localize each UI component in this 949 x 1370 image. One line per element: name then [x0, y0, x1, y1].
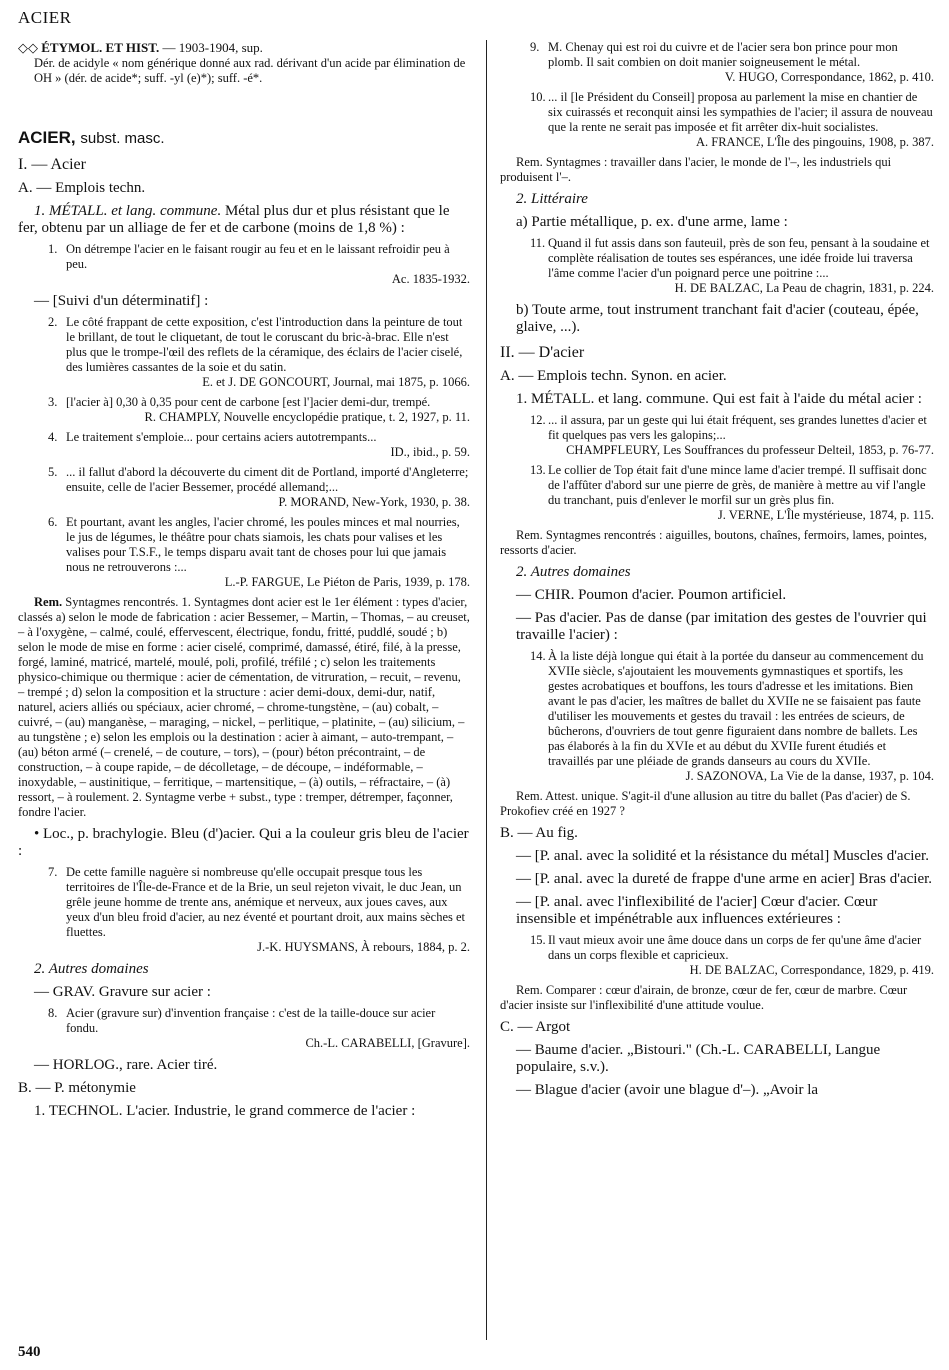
etymology-text: Dér. de acidyle « nom générique donné aux rad. dérivant d'un acide par élimination de OH » (dér. de acide*; suff. -yl (e)*); suff. -é*. — [34, 56, 466, 85]
fig-line-2: — [P. anal. avec la dureté de frappe d'une arme en acier] Bras d'acier. — [516, 871, 933, 887]
sense-b: b) Toute arme, tout instrument tranchant fait d'acier (couteau, épée, glaive, ...). — [516, 302, 919, 335]
example-1: 1. On détrempe l'acier en le faisant rougir au feu et en le laissant refroidir peu à peu. Ac. 1835-1932. — [48, 242, 470, 286]
section-II: II. — D'acier — [500, 344, 585, 361]
left-column — [18, 40, 470, 1120]
remark-4: Rem. Attest. unique. S'agit-il d'une allusion au titre du ballet (Pas d'acier) de S. Prokofiev créé en 1927 ? — [500, 789, 911, 818]
horlog-line: — HORLOG., rare. Acier tiré. — [34, 1057, 218, 1073]
example-3: 3. [l'acier à] 0,30 à 0,35 pour cent de carbone [est l']acier demi-dur, trempé. R. CHAMPLY, Nouvelle encyclopédie pratique, t. 2, 1927, p. 11. — [48, 395, 470, 424]
example-7: 7. De cette famille naguère si nombreuse qu'elle occupait presque tous les territoires de l'Île-de-France et de la Brie, un seul rejeton vivait, le duc Jean, un grêle jeune homme de trente ans, anémique et nerveux, aux joues caves, aux yeux d'un bleu froid d'acier, au nez éventé et pourtant droit, aux mains sèches et fluettes. J.-K. HUYSMANS, À rebours, 1884, p. 2. — [48, 865, 470, 954]
autres-domaines-II: 2. Autres domaines — [516, 564, 631, 580]
example-10: 10. ... il [le Président du Conseil] proposa au parlement la mise en chantier de six cuirassés et reconquit ainsi les sympathies de l'acier; il assura de nouveau que la rente ne serait pas imposée et fit arrêter dix-huit socialistes. A. FRANCE, L'Île des pingouins, 1908, p. 387. — [530, 90, 934, 149]
example-4: 4. Le traitement s'emploie... pour certains aciers autotrempants... ID., ibid., p. 59. — [48, 430, 470, 459]
example-2: 2. Le côté frappant de cette exposition, c'est l'introduction dans la peinture de tout le brillant, de tout le cliquetant, de tout le coruscant du bric-à-brac. Elle n'est plus que le trompe-l'œil des reflets de la céramique, des éclairs de l'acier ciselé, des lumières cassantes de la soie et du satin. E. et J. DE GONCOURT, Journal, mai 1875, p. 1066. — [48, 315, 470, 389]
example-9: 9. M. Chenay qui est roi du cuivre et de l'acier sera bon prince pour mon plomb. Il sait combien on doit manier soigneusement le métal. V. HUGO, Correspondance, 1862, p. 410. — [530, 40, 934, 84]
fig-line-3: — [P. anal. avec l'inflexibilité de l'acier] Cœur d'acier. Cœur insensible et impénétrable aux influences extérieures : — [516, 894, 878, 927]
section-I: I. — Acier — [18, 156, 86, 173]
section-II-B: B. — Au fig. — [500, 825, 578, 841]
example-5: 5. ... il fallut d'abord la découverte du ciment dit de Portland, importé d'Angleterre; ensuite, celle de l'acier Bessemer, procédé allemand;... P. MORAND, New-York, 1930, p. 38. — [48, 465, 470, 509]
sense-a: a) Partie métallique, p. ex. d'une arme, lame : — [516, 214, 788, 230]
remark-5: Rem. Comparer : cœur d'airain, de bronze, cœur de fer, cœur de marbre. Cœur d'acier insiste sur l'inflexibilité d'une attitude voulue. — [500, 983, 908, 1012]
example-15: 15. Il vaut mieux avoir une âme douce dans un corps de fer qu'une âme d'acier dans un corps flexible et capricieux. H. DE BALZAC, Correspondance, 1829, p. 419. — [530, 933, 934, 977]
section-I-B: B. — P. métonymie — [18, 1080, 136, 1096]
example-14: 14. À la liste déjà longue qui était à la portée du danseur au commencement du XVIIe siècle, s'ajoutaient les mouvements gymnastiques et sportifs, les gestes acrobatiques et bouffons, les tours d'adresse et les imitations. Bien avant le pas d'acier, les maîtres de ballet du XVIIe ne se faisaient pas faute d'utiliser les mouvements et gestes du travail : les entrées de scieurs, de bûcherons, d'ouvriers de tout genre figuraient dans nombre de ballets. Les pas élaborés à la fin du XVIe et au début du XVIIe furent étudiés et travaillés par une pléiade de grands danseurs au cours du XVIIe. J. SAZONOVA, La Vie de la danse, 1937, p. 104. — [530, 649, 934, 783]
grav-line: — GRAV. Gravure sur acier : — [34, 984, 211, 1000]
blague-line: — Blague d'acier (avoir une blague d'–). „Avoir la — [516, 1082, 819, 1098]
example-13: 13. Le collier de Top était fait d'une mince lame d'acier trempé. Il suffisait donc de l'affûter d'abord sur une pierre de grès, de manière à mettre au vif l'angle du tranchant, puis d'enlever le morfil sur un grès plus fin. J. VERNE, L'Île mystérieuse, 1874, p. 115. — [530, 463, 934, 522]
litteraire-label: 2. Littéraire — [516, 191, 588, 207]
remark-3: Rem. Syntagmes rencontrés : aiguilles, boutons, chaînes, fermoirs, lames, pointes, ressorts d'acier. — [500, 528, 928, 557]
example-12: 12. ... il assura, par un geste qui lui était fréquent, ses grandes lunettes d'acier et fit quelques pas vers les galopins;... CHAMPFLEURY, Les Souffrances du professeur Delteil, 1853, p. 76-77. — [530, 413, 934, 457]
right-column — [500, 40, 934, 1099]
baume-line: — Baume d'acier. „Bistouri." (Ch.-L. CARABELLI, Langue populaire, s.v.). — [516, 1042, 881, 1075]
sense-1-metall: 1. MÉTALL. et lang. commune. Métal plus dur et plus résistant que le fer, obtenu par un alliage de fer et de carbone (moins de 1,8 %) : — [18, 203, 450, 236]
sense-II-1: 1. MÉTALL. et lang. commune. Qui est fait à l'aide du métal acier : — [516, 391, 922, 407]
page-number: 540 — [18, 1344, 41, 1360]
example-8: 8. Acier (gravure sur) d'invention française : c'est de la taille-douce sur acier fondu. Ch.-L. CARABELLI, [Gravure]. — [48, 1006, 470, 1050]
example-6: 6. Et pourtant, avant les angles, l'acier chromé, les poules minces et mal nourries, le jus de légumes, le théâtre pour chats siamois, les chats pour valises et les valises pour T.S.F., le temps disparu avait tant de choses pour lui que jamais nous ne retrouverons :... L.-P. FARGUE, Le Piéton de Paris, 1939, p. 178. — [48, 515, 470, 589]
running-head: ACIER — [18, 8, 72, 27]
remark-syntagmes: Rem. Syntagmes rencontrés. 1. Syntagmes dont acier est le 1er élément : types d'acier, classés a) selon le mode de fabrication : acier Bessemer, – Martin, – Thomas, – au creuset, – à l'oxygène, – calmé, coulé, effervescent, électrique, fondu, fritté, puddlé, soudé ; b) selon le mode de mise en forme : acier ciselé, comprimé, damassé, étiré, filé, à la presse, forgé, laminé, matricé, martelé, moulé, poli, profilé, tréfilé ; c) selon les traitements physico-chimique ou thermique : acier de cémentation, de vitruration, – recuit, – revenu, – trempé ; d) selon la composition et la structure : acier demi-doux, demi-dur, natif, naturel, aciers alliés ou spéciaux, acier chromé, – chrome-tungstène, – (au) cobalt, – cuivré, – (au) manganèse, – maraging, – nickel, – perlitique, – platinite, – (au) silicium, – au tungstène ; e) selon les emplois ou la destination : acier à aimant, – auto-trempant, – (au) béton armé (– crenelé, – de couture, – tors), – (pour) béton précontraint, – de construction, – à coupe rapide, – de décolletage, – de découpe, – indéformable, – inoxydable, – austinitique, – ferritique, – martensitique, – (à) outils, – réfractaire, – (à) ressort, – à roulement. 2. Syntagme verbe + subst., type : tremper, détremper, façonner, fondre l'acier. — [18, 595, 470, 819]
example-11: 11. Quand il fut assis dans son fauteuil, près de son feu, pensant à la soudaine et complète réalisation de toutes ses espérances, une idée froide lui traversa l'âme comme l'acier d'un poignard perce une poitrine :... H. DE BALZAC, La Peau de chagrin, 1831, p. 224. — [530, 236, 934, 295]
autres-domaines-label: 2. Autres domaines — [34, 961, 149, 977]
section-II-A: A. — Emplois techn. Synon. en acier. — [500, 368, 727, 384]
section-II-C: C. — Argot — [500, 1019, 571, 1035]
column-divider — [486, 40, 487, 1340]
headword: ACIER, subst. masc. — [18, 128, 165, 147]
fig-line-1: — [P. anal. avec la solidité et la résistance du métal] Muscles d'acier. — [516, 848, 929, 864]
suivi-determinatif: — [Suivi d'un déterminatif] : — [34, 293, 209, 309]
etymology-heading: ◇◇ ÉTYMOL. ET HIST. — 1903-1904, sup. — [18, 40, 263, 55]
technol-sense: 1. TECHNOL. L'acier. Industrie, le grand commerce de l'acier : — [34, 1103, 416, 1119]
pas-acier-line: — Pas d'acier. Pas de danse (par imitation des gestes de l'ouvrier qui travaille l'acier) : — [516, 610, 927, 643]
remark-2: Rem. Syntagmes : travailler dans l'acier, le monde de l'–, les industriels qui produisent l'–. — [500, 155, 892, 184]
section-I-A: A. — Emplois techn. — [18, 180, 146, 196]
locution-bleu-acier: • Loc., p. brachylogie. Bleu (d')acier. Qui a la couleur gris bleu de l'acier : — [18, 826, 469, 859]
chir-line: — CHIR. Poumon d'acier. Poumon artificiel. — [516, 587, 787, 603]
